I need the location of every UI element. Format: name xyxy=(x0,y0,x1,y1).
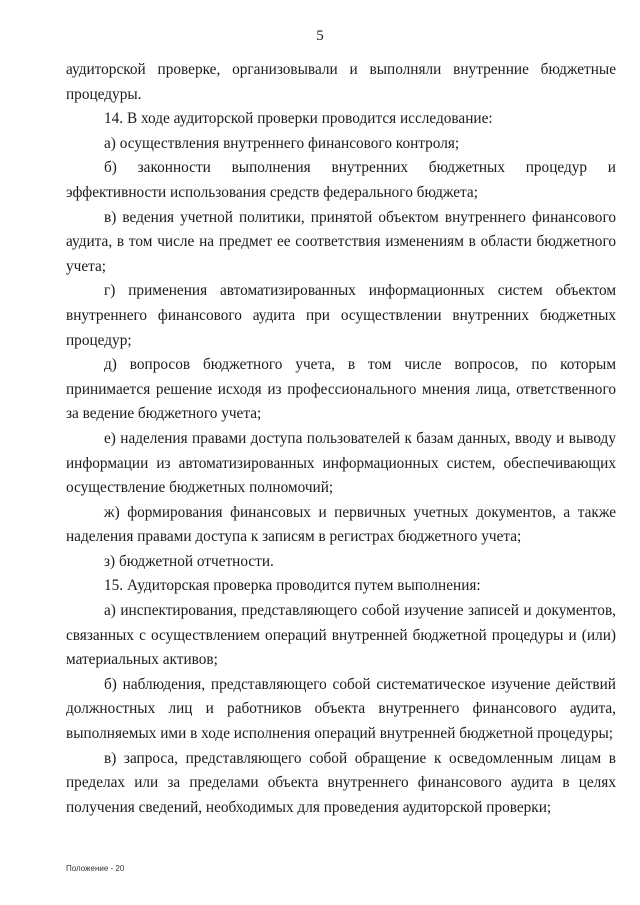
page-number: 5 xyxy=(316,28,324,44)
paragraph-item-15: 15. Аудиторская проверка проводится путем выполнения: xyxy=(104,577,481,595)
paragraph-continuation: аудиторской проверке, организовывали и выполняли внутренние бюджетные процедуры. xyxy=(66,61,616,103)
body-text xyxy=(66,58,616,820)
paragraph-14-v: в) ведения учетной политики, принятой объектом внутреннего финансового аудита, в том числе на предмет ее соответствия изменениям в области бюджетного учета; xyxy=(66,208,616,275)
paragraph-14-g: г) применения автоматизированных информационных систем объектом внутреннего финансового аудита при осуществлении внутренних бюджетных процедур; xyxy=(66,282,616,349)
paragraph-14-zh: ж) формирования финансовых и первичных учетных документов, а также наделения правами доступа к записям в регистрах бюджетного учета; xyxy=(66,503,616,546)
paragraph-14-e: е) наделения правами доступа пользователей к базам данных, вводу и выводу информации из автоматизированных информационных систем, обеспечивающих осуществление бюджетных полномочий; xyxy=(66,429,616,497)
paragraph-14-z: з) бюджетной отчетности. xyxy=(104,552,274,570)
paragraph-15-v: в) запроса, представляющего собой обращение к осведомленным лицам в пределах или за пределами объекта внутреннего финансового аудита в целях получения сведений, необходимых для проведения аудиторской проверки; xyxy=(66,749,616,816)
paragraph-item-14: 14. В ходе аудиторской проверки проводится исследование: xyxy=(104,110,493,128)
paragraph-14-b: б) законности выполнения внутренних бюджетных процедур и эффективности использования средств федерального бюджета; xyxy=(66,159,616,201)
paragraph-15-b: б) наблюдения, представляющего собой систематическое изучение действий должностных лиц и работников объекта внутреннего финансового аудита, выполняемых ими в ходе исполнения операций внутренней бюджетной процедуры; xyxy=(66,675,616,743)
paragraph-14-a: а) осуществления внутреннего финансового контроля; xyxy=(104,134,460,152)
paragraph-14-d: д) вопросов бюджетного учета, в том числе вопросов, по которым принимается решение исходя из профессионального мнения лица, ответственного за ведение бюджетного учета; xyxy=(66,356,616,423)
footer-label: Положение - 20 xyxy=(66,864,125,873)
paragraph-15-a: а) инспектирования, представляющего собой изучение записей и документов, связанных с осуществлением операций внутренней бюджетной процедуры и (или) материальных активов; xyxy=(66,602,616,669)
